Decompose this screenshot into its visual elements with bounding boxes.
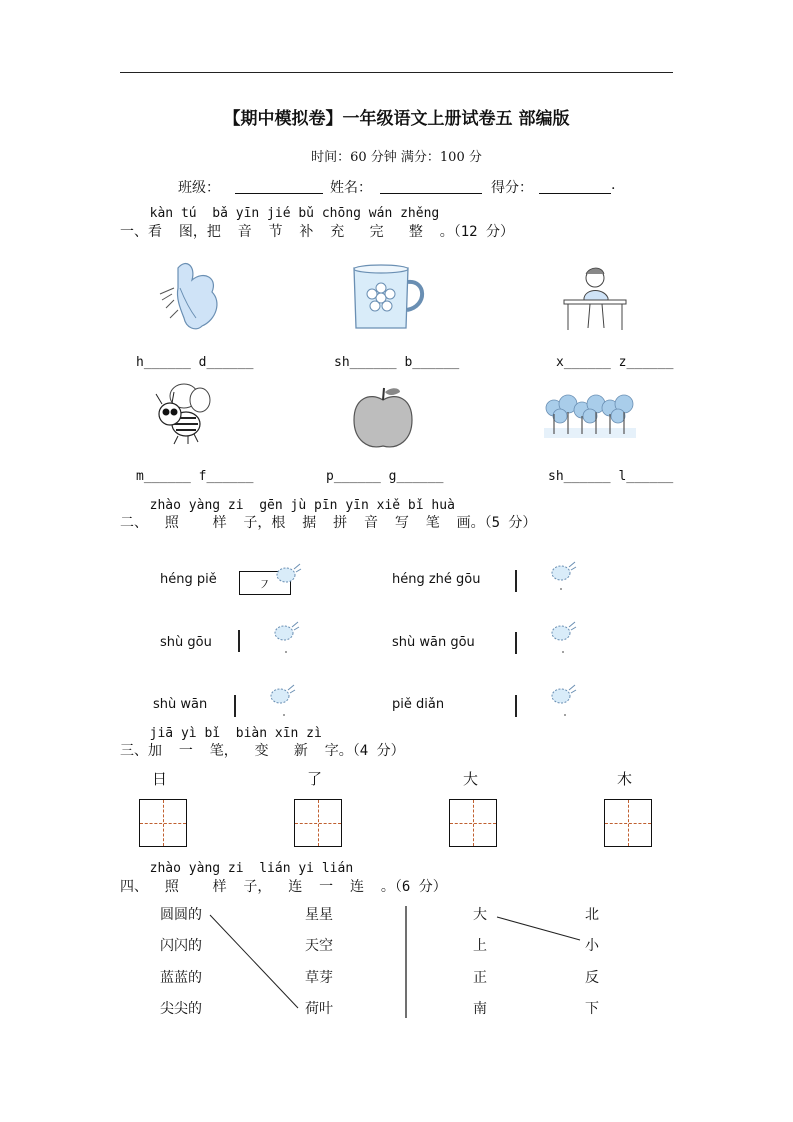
example-stroke: ㇇	[258, 578, 272, 593]
page-title: 【期中模拟卷】一年级语文上册试卷五 部编版	[223, 109, 570, 129]
exam-time-info: 时间：60 分钟 满分：100 分	[311, 150, 482, 165]
q3-heading: 三、加 一 笔， 变 新 字。（4 分）	[120, 743, 405, 759]
match-word[interactable]: 草芽	[305, 970, 333, 986]
stroke-label-heng-pie: héng piě	[160, 572, 217, 587]
stroke-label-heng-zhe-gou: héng zhé gōu	[392, 572, 481, 587]
q1-blank-1[interactable]: h______ d______	[136, 355, 254, 370]
q1-heading: 一、看 图，把 音 节 补 充 完 整 。（12 分）	[120, 224, 515, 240]
match-word[interactable]: 正	[473, 970, 487, 986]
q4-heading: 四、 照 样 子， 连 一 连 。（6 分）	[120, 879, 447, 895]
match-word[interactable]: 大	[473, 907, 487, 923]
match-word[interactable]: 荷叶	[305, 1001, 333, 1017]
match-word[interactable]: 小	[585, 938, 599, 954]
match-word[interactable]: 北	[585, 907, 599, 923]
q2-heading: 二、 照 样 子，根 据 拼 音 写 笔 画。（5 分）	[120, 515, 537, 531]
q3-pinyin: jiā yì bǐ biàn xīn zì	[134, 726, 322, 741]
name-label: 姓名：	[330, 180, 372, 196]
score-label: 得分：	[491, 180, 533, 196]
example-match-line	[497, 917, 580, 940]
match-word[interactable]: 圆圆的	[160, 907, 202, 923]
q1-pinyin: kàn tú bǎ yīn jié bǔ chōng wán zhěng	[134, 206, 440, 221]
match-word[interactable]: 星星	[305, 907, 333, 923]
example-match-line	[210, 915, 298, 1008]
stroke-label-shu-gou: shù gōu	[160, 635, 212, 650]
q1-blank-4[interactable]: m______ f______	[136, 469, 254, 484]
match-word[interactable]: 闪闪的	[160, 938, 202, 954]
q3-char-2: 了	[307, 770, 323, 788]
class-label: 班级：	[178, 180, 220, 196]
q1-blank-2[interactable]: sh______ b______	[334, 355, 460, 370]
stroke-label-pie-dian: piě diǎn	[392, 697, 445, 712]
match-word[interactable]: 上	[473, 938, 487, 954]
match-word[interactable]: 尖尖的	[160, 1001, 202, 1017]
end-mark: .	[611, 177, 616, 193]
stroke-label-shu-wan: shù wān	[153, 697, 208, 712]
match-word[interactable]: 蓝蓝的	[160, 970, 202, 986]
q1-blank-3[interactable]: x______ z______	[556, 355, 674, 370]
q1-blank-6[interactable]: sh______ l______	[548, 469, 674, 484]
match-word[interactable]: 南	[473, 1001, 487, 1017]
q4-pinyin: zhào yàng zi lián yi lián	[134, 861, 354, 876]
match-word[interactable]: 下	[585, 1001, 599, 1017]
stroke-label-shu-wan-gou: shù wān gōu	[392, 635, 475, 650]
q3-char-1: 日	[152, 770, 168, 788]
q3-char-3: 大	[463, 770, 479, 788]
q2-pinyin: zhào yàng zi gēn jù pīn yīn xiě bǐ huà	[134, 498, 455, 513]
q3-char-4: 木	[617, 770, 633, 788]
match-word[interactable]: 反	[585, 970, 599, 986]
match-word[interactable]: 天空	[305, 938, 333, 954]
q1-blank-5[interactable]: p______ g______	[326, 469, 444, 484]
